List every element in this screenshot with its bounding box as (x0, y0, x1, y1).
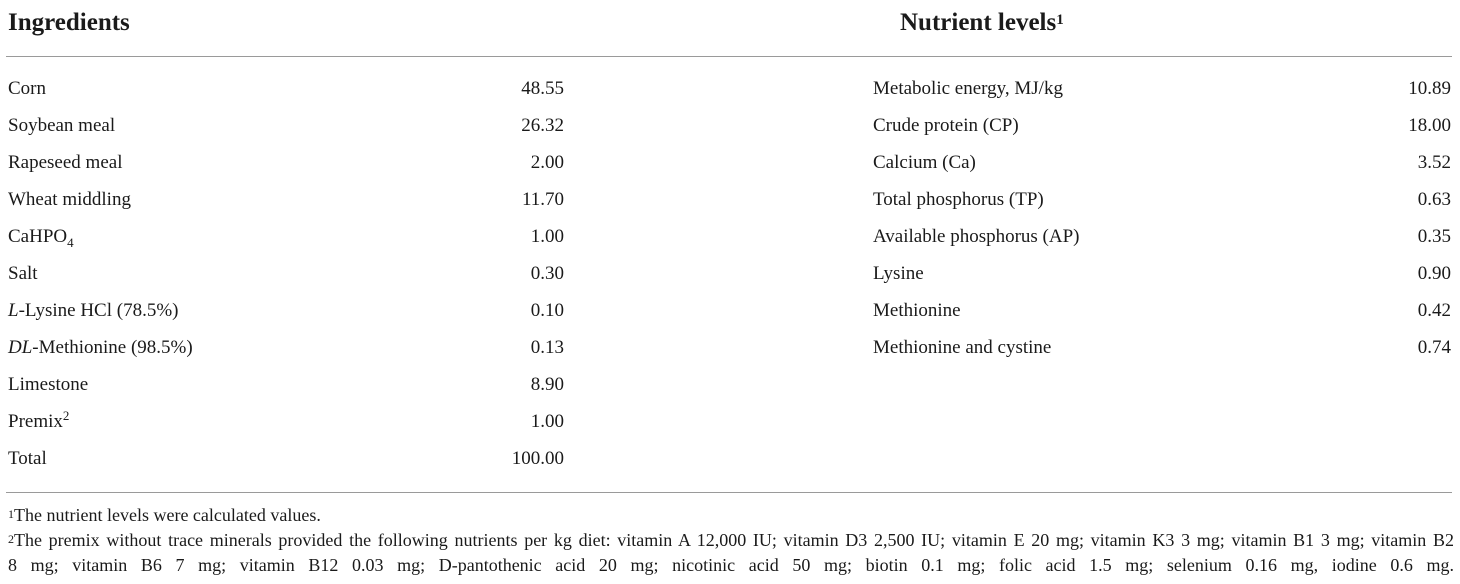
nutrient-name: Total phosphorus (TP) (873, 189, 1044, 210)
ingredient-name-rest: -Methionine (98.5%) (32, 337, 193, 358)
ingredient-value: 48.55 (521, 78, 564, 99)
nutrient-name: Crude protein (CP) (873, 115, 1019, 136)
nutrient-value: 18.00 (1408, 115, 1451, 136)
ingredient-name: Limestone (8, 374, 89, 395)
nutrient-name: Calcium (Ca) (873, 152, 976, 173)
ingredient-value: 2.00 (530, 152, 564, 173)
ingredient-name (8, 336, 193, 360)
ingredient-value: 0.13 (530, 337, 564, 358)
nutrient-value: 0.63 (1417, 189, 1451, 210)
nutrient-name: Metabolic energy, MJ/kg (873, 78, 1063, 99)
ingredient-name-rest: -Lysine HCl (78.5%) (18, 300, 179, 321)
ingredient-footnote-mark: 2 (62, 408, 70, 423)
ingredients-header-text: Ingredients (8, 9, 130, 36)
ingredients-header (8, 6, 130, 40)
nutrient-name: Methionine and cystine (873, 337, 1052, 358)
ingredient-name-subscript: 4 (67, 235, 74, 250)
ingredient-name (8, 410, 69, 435)
nutrient-value: 0.42 (1417, 300, 1451, 321)
footnote-1-mark: 1 (8, 507, 14, 521)
ingredient-value: 1.00 (530, 226, 564, 247)
ingredient-name: Salt (8, 263, 38, 284)
ingredient-value: 0.30 (530, 263, 564, 284)
nutrient-levels-header (900, 6, 1064, 40)
ingredient-value: 11.70 (521, 189, 564, 210)
ingredient-name: Rapeseed meal (8, 152, 123, 173)
footnote-2-mark: 2 (8, 532, 14, 546)
ingredient-name (8, 225, 74, 250)
footnote-2-text-line-2: 8 mg; vitamin B6 7 mg; vitamin B12 0.03 mg; D-pantothenic acid 20 mg; nicotinic acid 50 mg; biotin 0.1 mg; folic acid 1.5 mg; selenium 0.16 mg, iodine 0.6 mg. (8, 555, 1454, 575)
ingredient-name: Total (8, 448, 47, 469)
nutrient-levels-header-text: Nutrient levels (900, 9, 1057, 36)
nutrient-value: 0.90 (1417, 263, 1451, 284)
ingredient-value: 26.32 (521, 115, 564, 136)
ingredient-value: 0.10 (530, 300, 564, 321)
ingredient-name-italic: L (8, 300, 19, 321)
header-rule (6, 56, 1452, 57)
footnote-1 (8, 503, 1454, 528)
ingredient-name-main: Premix (8, 411, 63, 432)
footnote-2-line-1 (8, 528, 1454, 553)
nutrient-name: Available phosphorus (AP) (873, 226, 1080, 247)
footnote-1-text: The nutrient levels were calculated values. (14, 505, 321, 525)
nutrient-value: 10.89 (1408, 78, 1451, 99)
footer-rule (6, 492, 1452, 493)
footnote-2-line-2 (8, 553, 1454, 578)
ingredient-name: Soybean meal (8, 115, 116, 136)
ingredient-name-italic: DL (8, 337, 33, 358)
nutrient-value: 0.74 (1417, 337, 1451, 358)
ingredient-name-main: CaHPO (8, 226, 68, 247)
ingredient-value: 1.00 (530, 411, 564, 432)
ingredient-value: 8.90 (530, 374, 564, 395)
nutrient-value: 0.35 (1417, 226, 1451, 247)
ingredient-value: 100.00 (511, 448, 564, 469)
footnote-2-text-line-1: The premix without trace minerals provided the following nutrients per kg diet: vitamin A 12,000 IU; vitamin D3 2,500 IU; vitamin E 20 mg; vitamin K3 3 mg; vitamin B1 3 mg; vitamin B2 (14, 530, 1454, 550)
nutrient-levels-footnote-mark: 1 (1056, 12, 1064, 28)
nutrient-value: 3.52 (1417, 152, 1451, 173)
ingredient-name: Wheat middling (8, 189, 131, 210)
ingredient-name: Corn (8, 78, 46, 99)
nutrient-name: Methionine (873, 300, 961, 321)
nutrient-name: Lysine (873, 263, 924, 284)
ingredient-name (8, 299, 178, 323)
